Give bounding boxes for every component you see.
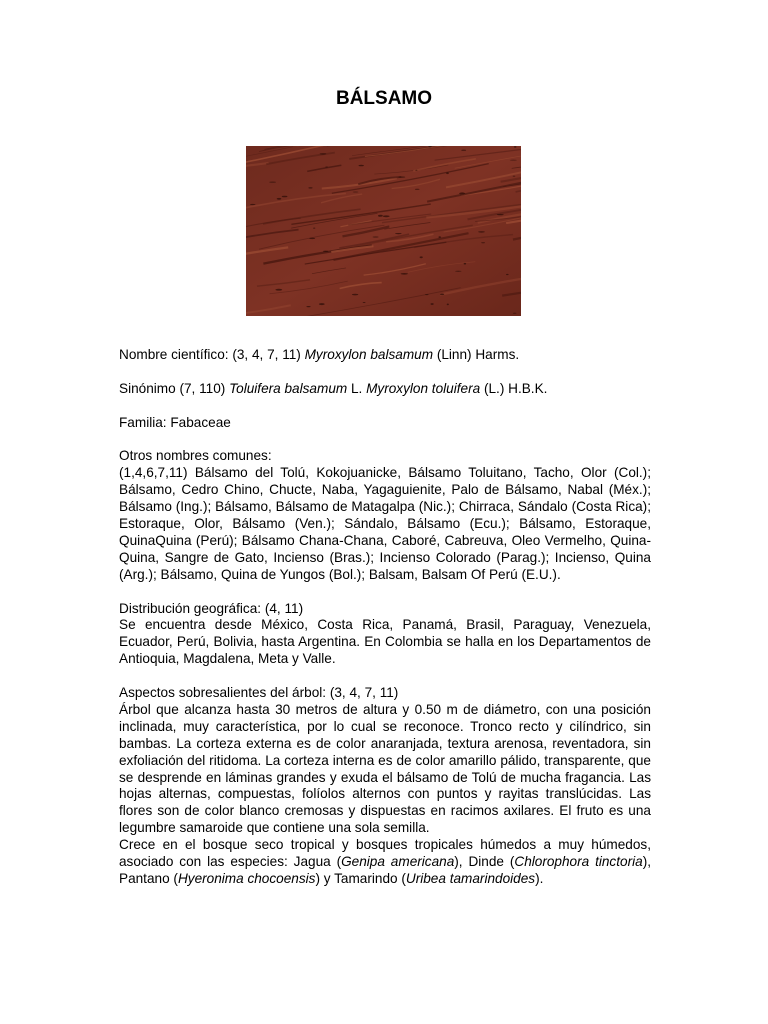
wood-texture xyxy=(246,146,521,316)
page-title: BÁLSAMO xyxy=(335,88,433,109)
tree-aspects-heading: Aspectos sobresalientes del árbol: (3, 4, 7, 11) xyxy=(119,685,399,701)
document-body xyxy=(119,347,651,888)
family: Familia: Fabaceae xyxy=(119,414,231,430)
habitat-text: Crece en el bosque seco tropical y bosques tropicales húmedos a muy húmedos, asociado con las especies: Jagua (Genipa americana), Dinde (Chlorophora tinctoria), Pantano (Hyeronima chocoensis) y Tamarindo (Uribea tamarindoides). xyxy=(119,837,651,887)
tree-aspects-text: Árbol que alcanza hasta 30 metros de altura y 0.50 m de diámetro, con una posición inclinada, muy característica, por lo cual se reconoce. Tronco recto y cilíndrico, sin bambas. La corteza externa es de color anaranjada, textura arenosa, reventadora, sin exfoliación del ritidoma. La corteza interna es de color amarillo pálido, transparente, que se desprende en láminas grandes y exuda el bálsamo de Tolú de mucha fragancia. Las hojas alternas, compuestas, folíolos alternos con puntos y rayitas translúcidas. Las flores son de color blanco cremosas y dispuestas en racimos axilares. El fruto es una legumbre samaroide que contiene una sola semilla. xyxy=(119,701,651,836)
common-names-heading: Otros nombres comunes: xyxy=(119,448,272,464)
common-names-text: (1,4,6,7,11) Bálsamo del Tolú, Kokojuanicke, Bálsamo Toluitano, Tacho, Olor (Col.); Bálsamo, Cedro Chino, Chucte, Naba, Yagaguienite, Palo de Bálsamo, Nabal (Méx.); Bálsamo (Ing.); Bálsamo, Bálsamo de Matagalpa (Nic.); Chirraca, Sándalo (Costa Rica); Estoraque, Olor, Bálsamo (Ven.); Sándalo, Bálsamo (Ecu.); Bálsamo, Estoraque, QuinaQuina (Perú); Bálsamo Chana-Chana, Caboré, Cabreuva, Oleo Vermelho, Quina-Quina, Sangre de Gato, Incienso (Bras.); Incienso Colorado (Parag.); Incienso, Quina (Arg.); Bálsamo, Quina de Yungos (Bol.); Balsam, Balsam Of Perú (E.U.). xyxy=(119,465,651,582)
distribution-heading: Distribución geográfica: (4, 11) xyxy=(119,600,304,616)
wood-sample-image xyxy=(246,146,521,316)
scientific-name: Nombre científico: (3, 4, 7, 11) Myroxylon balsamum (Linn) Harms. xyxy=(119,347,520,362)
synonym: Sinónimo (7, 110) Toluifera balsamum L. Myroxylon toluifera (L.) H.B.K. xyxy=(119,380,548,396)
distribution-text: Se encuentra desde México, Costa Rica, Panamá, Brasil, Paraguay, Venezuela, Ecuador, Perú, Bolivia, hasta Argentina. En Colombia se halla en los Departamentos de Antioquia, Magdalena, Meta y Valle. xyxy=(119,617,651,667)
